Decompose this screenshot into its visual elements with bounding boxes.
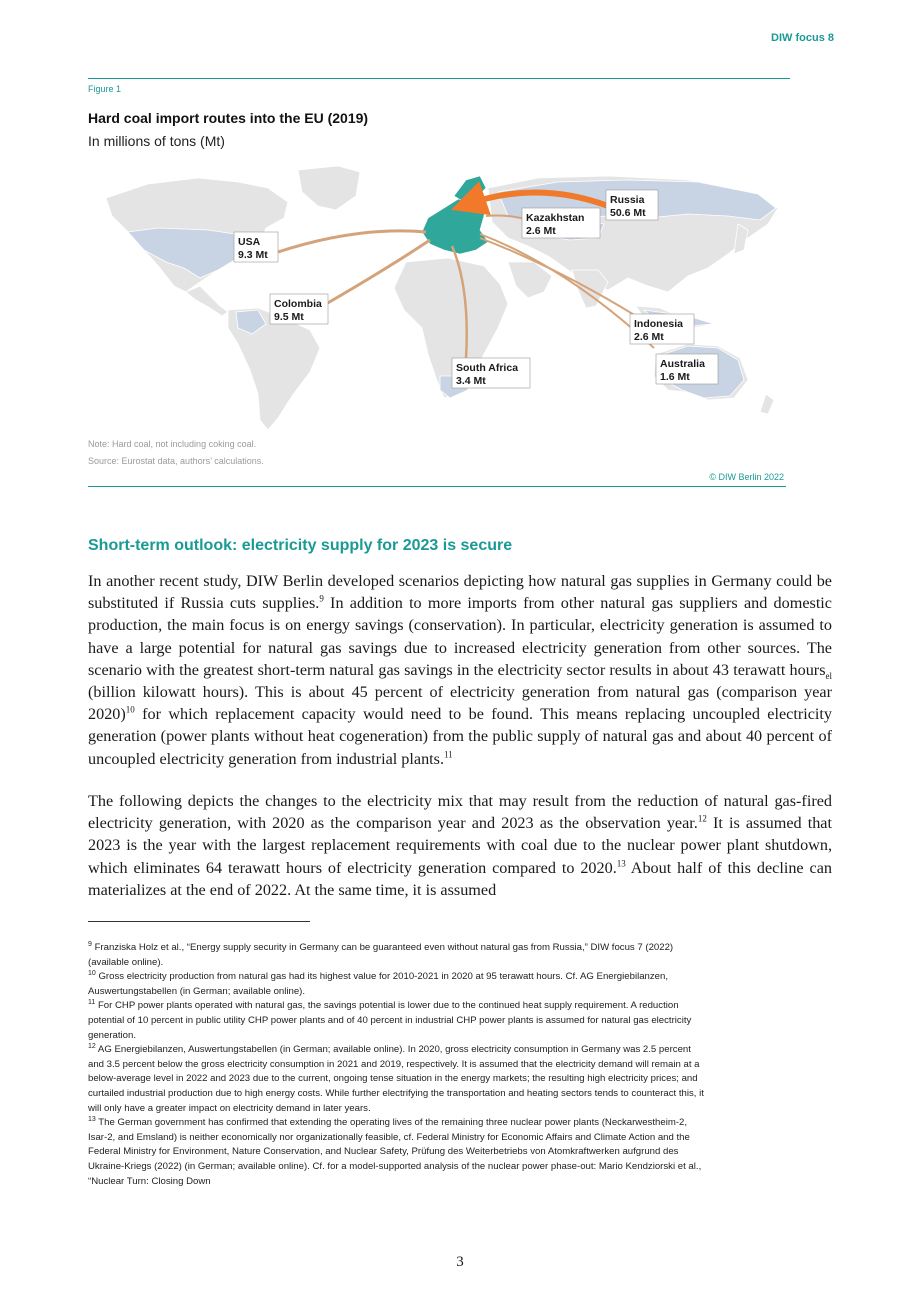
svg-text:Indonesia: Indonesia (634, 318, 684, 330)
svg-text:USA: USA (238, 236, 261, 248)
svg-text:3.4 Mt: 3.4 Mt (456, 375, 486, 387)
page-number: 3 (456, 1254, 464, 1270)
label-colombia (270, 294, 328, 324)
footnote-separator (88, 921, 310, 922)
route-usa (278, 231, 426, 252)
footnotes (88, 941, 708, 1189)
svg-text:Kazakhstan: Kazakhstan (526, 212, 585, 224)
footnote-ref-10[interactable]: 10 (125, 704, 135, 715)
svg-text:9.3 Mt: 9.3 Mt (238, 249, 268, 261)
footnote-11: $^{11}$ For CHP power plants operated with natural gas, the savings potential is lower due to the continued heat supply requirement. A reduction potential of 10 percent in public utility CHP power plants and of 40 percent in industrial CHP power plants is assumed for natural gas electricity generation. (88, 999, 692, 1041)
figure-subtitle: In millions of tons (Mt) (88, 133, 225, 149)
svg-text:50.6 Mt: 50.6 Mt (610, 207, 646, 219)
figure-source: Source: Eurostat data, authors’ calculations. (88, 456, 264, 466)
label-russia (606, 190, 658, 220)
figure-top-rule (88, 78, 790, 79)
svg-text:Colombia: Colombia (274, 298, 322, 310)
footnote-ref-12[interactable]: 12 (697, 813, 707, 824)
label-south-africa (452, 358, 530, 388)
coal-import-map (88, 158, 790, 434)
figure-bottom-rule (88, 486, 786, 487)
footnote-ref-11[interactable]: 11 (444, 749, 453, 760)
figure-copyright: © DIW Berlin 2022 (709, 472, 784, 482)
footnote-ref-13[interactable]: 13 (616, 858, 626, 869)
eu-region (422, 176, 488, 254)
footnote-9: $^9$ Franziska Holz et al., “Energy supply security in Germany can be guaranteed even without natural gas from Russia,” DIW focus 7 (2022) (available online). (88, 940, 674, 968)
central-america-shape (186, 286, 228, 316)
label-kazakhstan (522, 208, 600, 238)
footnote-12: $^{12}$ AG Energiebilanzen, Auswertungstabellen (in German; available online). In 2020, gross electricity consumption in Germany was 2.5 percent and 3.5 percent below the gross electricity consumption in 2021 and 2019, respectively. It is assumed that the electricity demand will remain at a below-average level in 2022 and 2023 due to the current, ongoing tense situation in the energy markets; the resulting high electricity prices; and curtailed industrial production due to high energy costs. While further electrifying the transportation and heating sectors tends to counteract this, it will only have a greater impact on electricity demand in later years. (88, 1042, 704, 1114)
figure-label: Figure 1 (88, 84, 122, 94)
label-indonesia (630, 314, 694, 344)
label-australia (656, 354, 718, 384)
figure-title: Hard coal import routes into the EU (2019) (88, 110, 369, 126)
running-header: DIW focus 8 (771, 32, 834, 44)
body-paragraph-1: In another recent study, DIW Berlin developed scenarios depicting how natural gas supplies in Germany could be substituted if Russia cuts supplies.$^9$ In addition to more imports from other natural gas suppliers and domestic production, the main focus is on energy savings (conservation). In particular, electricity generation is assumed to have a large potential for natural gas savings due to increased electricity generation from other sources. The scenario with the greatest short-term natural gas savings in the electricity sector results in about 43 terawatt hours$_{el}$ (billion kilowatt hours). This is about 45 percent of electricity generation from natural gas (comparison year 2020)$^{10}$ for which replacement capacity would need to be found. This means replacing uncoupled electricity generation (power plants without heat cogeneration) from the public supply of natural gas and about 40 percent of uncoupled electricity generation from industrial plants.$^{11}$ (88, 572, 832, 768)
footnote-ref-9[interactable]: 9 (319, 593, 324, 604)
svg-text:2.6 Mt: 2.6 Mt (634, 331, 664, 343)
greenland-shape (298, 166, 360, 210)
new-zealand-shape (760, 394, 774, 414)
svg-text:Russia: Russia (610, 194, 645, 206)
footnote-10: $^{10}$ Gross electricity production from natural gas had its highest value for 2010-2021 in 2020 at 95 terawatt hours. Cf. AG Energiebilanzen, Auswertungstabellen (in German; available online). (88, 970, 669, 997)
svg-text:Australia: Australia (660, 358, 705, 370)
label-usa (234, 232, 278, 262)
footnote-13: $^{13}$ The German government has confirmed that extending the operating lives of the remaining three nuclear power plants (Neckarwestheim-2, Isar-2, and Emsland) is neither economically nor organizationally feasible, cf. Federal Ministry for Economic Affairs and Climate Action and the Federal Ministry for Environment, Nature Conservation, and Nuclear Safety, Prüfung des Weiterbetriebs von Atomkraftwerken aufgrund des Ukraine-Kriegs (2022) (in German; available online). Cf. for a model-supported analysis of the nuclear power phase-out: Mario Kendziorski et al., “Nuclear Turn: Closing Down (88, 1115, 702, 1187)
figure-note: Note: Hard coal, not including coking coal. (88, 439, 257, 449)
svg-text:2.6 Mt: 2.6 Mt (526, 225, 556, 237)
section-heading: Short-term outlook: electricity supply for 2023 is secure (88, 537, 513, 554)
svg-text:9.5 Mt: 9.5 Mt (274, 311, 304, 323)
svg-text:1.6 Mt: 1.6 Mt (660, 371, 690, 383)
svg-text:South Africa: South Africa (456, 362, 519, 374)
body-paragraph-2: The following depicts the changes to the electricity mix that may result from the reduction of natural gas-fired electricity generation, with 2020 as the comparison year and 2023 as the observation year.$^{12}$ It is assumed that 2023 is the year with the largest replacement requirements with coal due to the nuclear power plant shutdown, which eliminates 64 terawatt hours of electricity generation compared to 2020.13 About half of this decline can materializes at the end of 2022. At the same time, it is assumed (88, 792, 832, 899)
